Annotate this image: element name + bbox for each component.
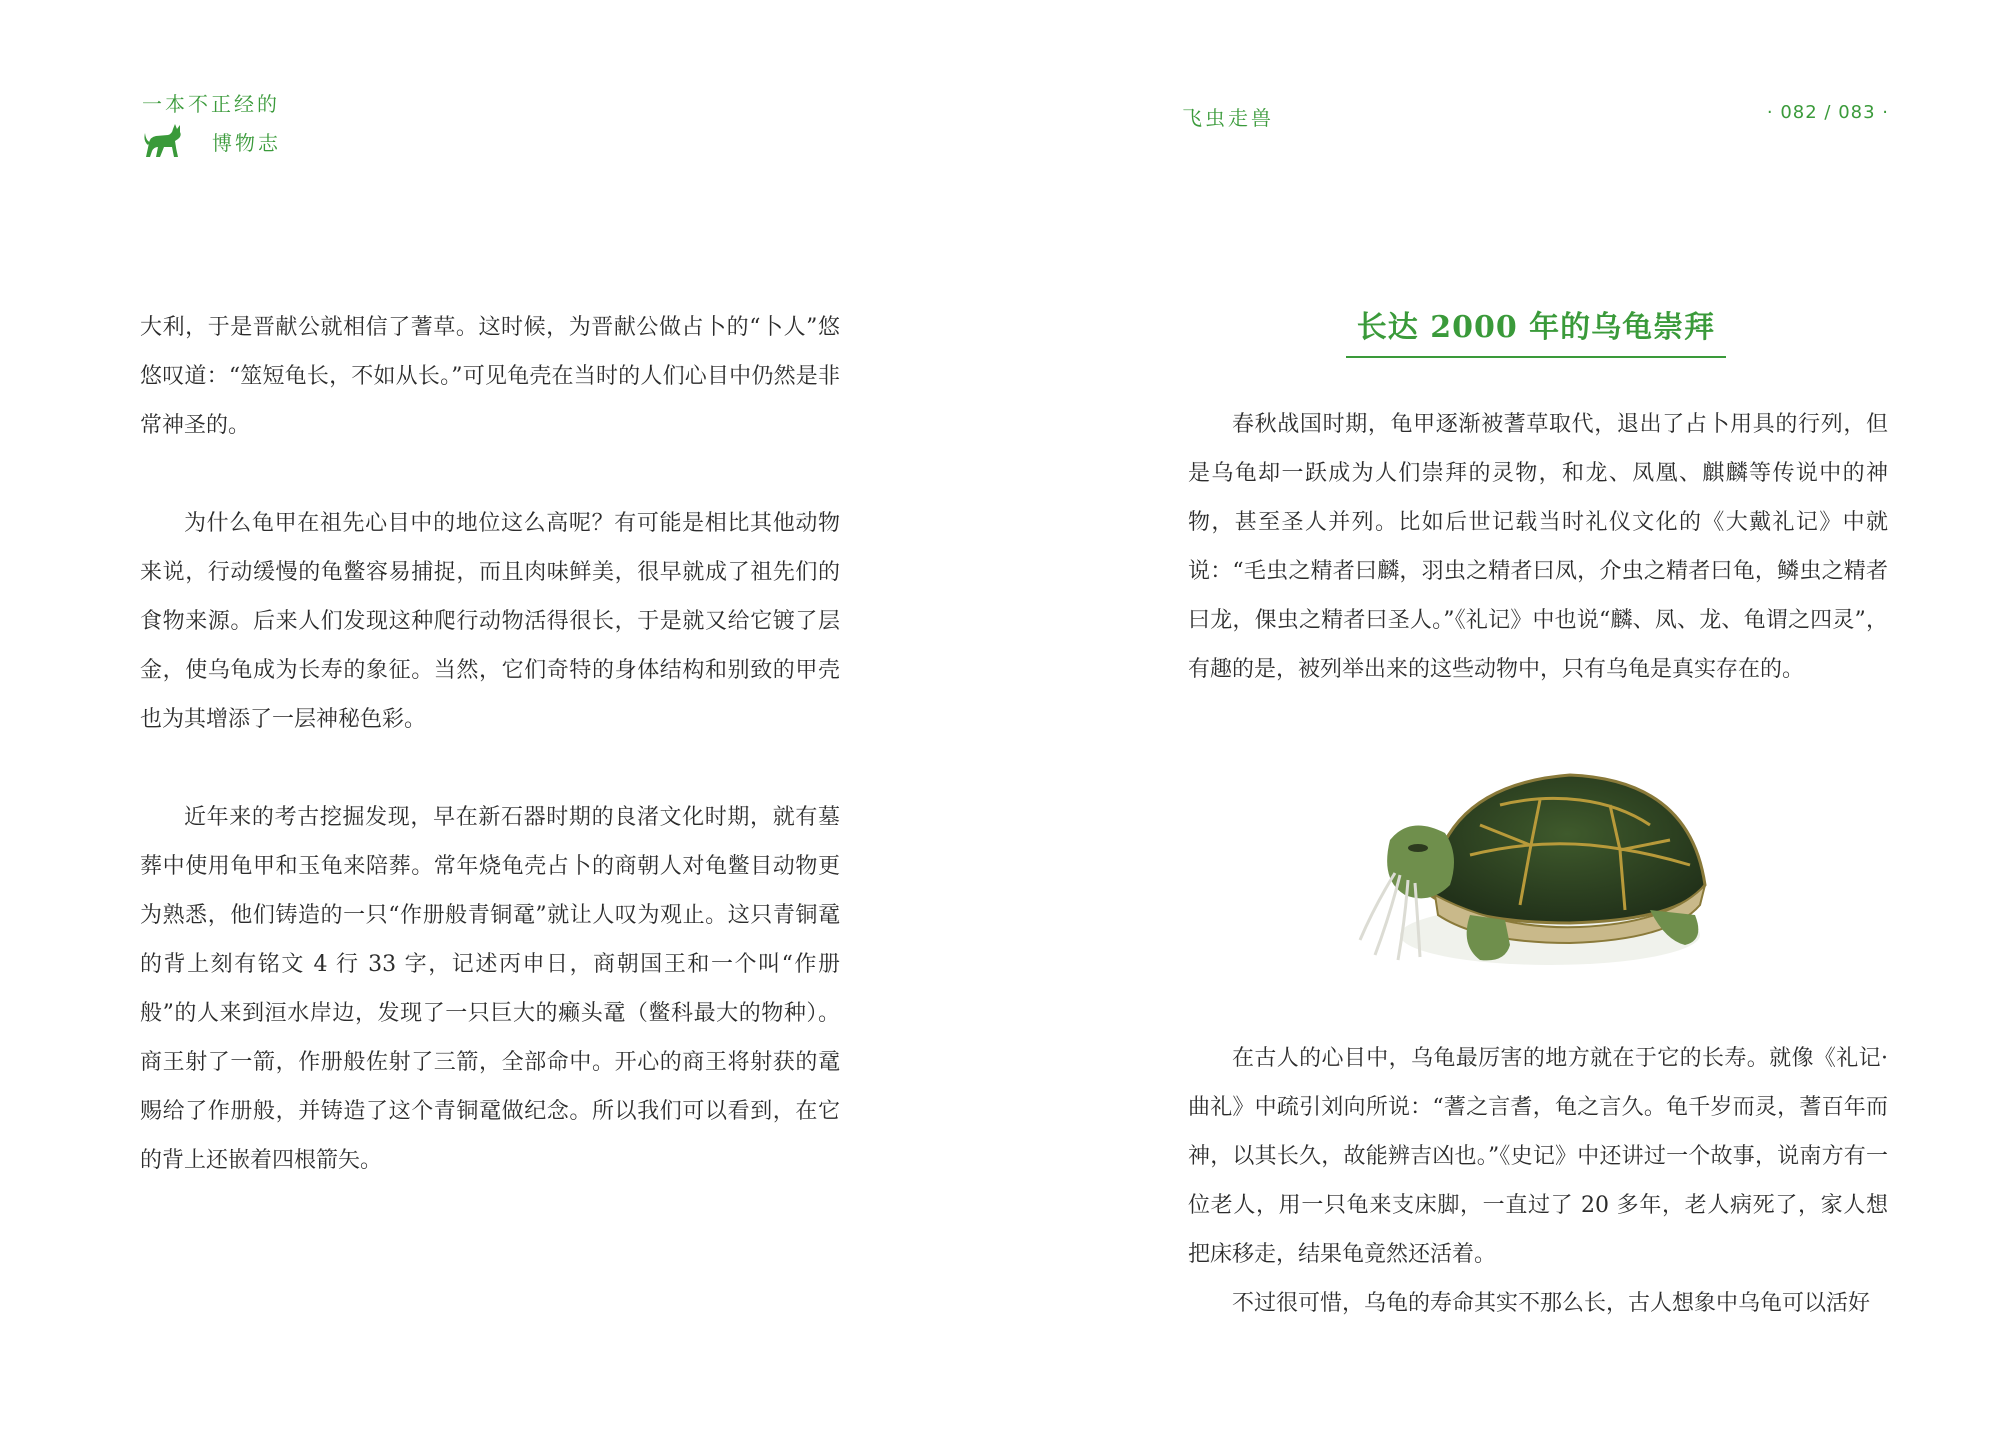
brand-line-2: 博物志 — [212, 130, 281, 155]
right-page — [1000, 0, 1999, 1448]
right-paragraph-2: 在古人的心目中，乌龟最厉害的地方就在于它的长寿。就像《礼记·曲礼》中疏引刘向所说：“蓍之言耆，龟之言久。龟千岁而灵，蓍百年而神，以其长久，故能辨吉凶也。”《史记》中还讲过一个故事，说南方有一位老人，用一只龟来支床脚，一直过了 20 多年，老人病死了，家人想把床移走，结果龟竟然还活着。 — [1188, 1046, 1888, 1267]
title-underline — [1346, 356, 1726, 358]
right-body-text-top — [1188, 400, 1888, 694]
left-body-text — [140, 303, 840, 1185]
left-paragraph-3: 近年来的考古挖掘发现，早在新石器时期的良渚文化时期，就有墓葬中使用龟甲和玉龟来陪葬。常年烧龟壳占卜的商朝人对龟鳖目动物更为熟悉，他们铸造的一只“作册般青铜鼋”就让人叹为观止。这只青铜鼋的背上刻有铭文 4 行 33 字，记述丙申日，商朝国王和一个叫“作册般”的人来到洹水岸边，发现了一只巨大的癞头鼋（鳖科最大的物种）。商王射了一箭，作册般佐射了三箭，全部命中。开心的商王将射获的鼋赐给了作册般，并铸造了这个青铜鼋做纪念。所以我们可以看到，在它的背上还嵌着四根箭矢。 — [140, 805, 840, 1173]
right-paragraph-3: 不过很可惜，乌龟的寿命其实不那么长，古人想象中乌龟可以活好 — [1232, 1291, 1871, 1316]
section-name: 飞虫走兽 — [1182, 106, 1274, 130]
turtle-illustration — [1320, 745, 1740, 995]
section-title-block — [1346, 302, 1726, 358]
section-title: 长达 2000 年的乌龟崇拜 — [1356, 310, 1716, 345]
left-paragraph-1: 大利，于是晋献公就相信了蓍草。这时候，为晋献公做占卜的“卜人”悠悠叹道：“筮短龟长，不如从长。”可见龟壳在当时的人们心目中仍然是非常神圣的。 — [140, 315, 840, 438]
right-body-text-bottom — [1188, 1034, 1888, 1328]
cat-icon — [142, 121, 186, 161]
right-paragraph-1: 春秋战国时期，龟甲逐渐被蓍草取代，退出了占卜用具的行列，但是乌龟却一跃成为人们崇拜的灵物，和龙、凤凰、麒麟等传说中的神物，甚至圣人并列。比如后世记载当时礼仪文化的《大戴礼记》中就说：“毛虫之精者曰麟，羽虫之精者曰凤，介虫之精者曰龟，鳞虫之精者曰龙，倮虫之精者曰圣人。”《礼记》中也说“麟、凤、龙、龟谓之四灵”，有趣的是，被列举出来的这些动物中，只有乌龟是真实存在的。 — [1188, 412, 1888, 682]
left-paragraph-2: 为什么龟甲在祖先心目中的地位这么高呢？有可能是相比其他动物来说，行动缓慢的龟鳖容易捕捉，而且肉味鲜美，很早就成了祖先们的食物来源。后来人们发现这种爬行动物活得很长，于是就又给它镀了层金，使乌龟成为长寿的象征。当然，它们奇特的身体结构和别致的甲壳也为其增添了一层神秘色彩。 — [140, 511, 840, 732]
book-brand — [142, 88, 281, 161]
brand-line-1: 一本不正经的 — [142, 92, 280, 116]
page-numbers: · 082 / 083 · — [1766, 102, 1889, 123]
